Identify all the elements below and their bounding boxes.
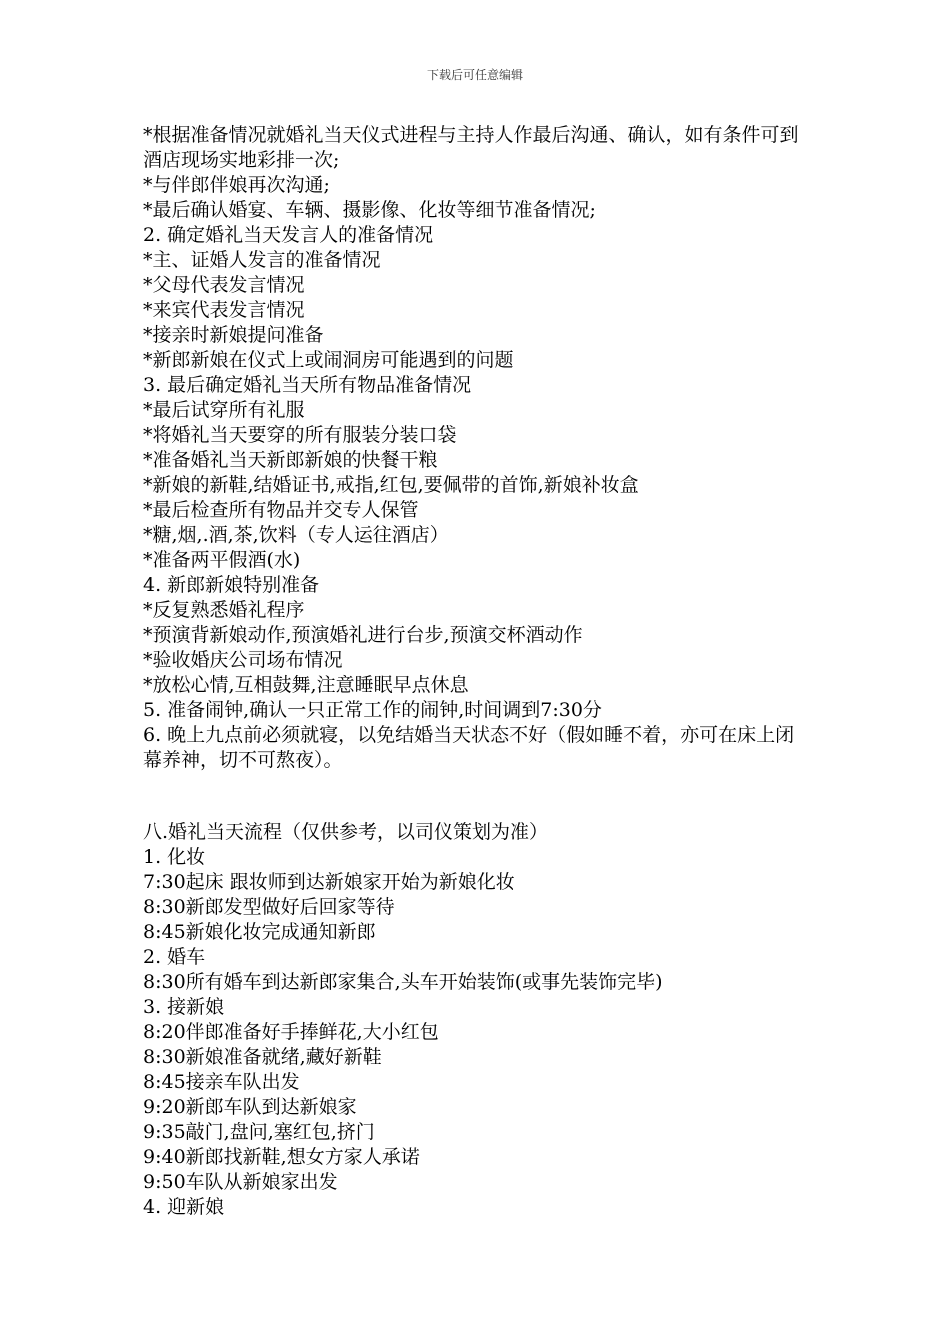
list-item: *最后检查所有物品并交专人保管 [143,499,419,521]
list-item: *验收婚庆公司场布情况 [143,649,343,671]
schedule-item: 8:20伴郎准备好手捧鲜花,大小红包 [143,1021,439,1043]
schedule-item: 9:35敲门,盘问,塞红包,挤门 [143,1121,375,1143]
section-heading: 4. 新郎新娘特别准备 [143,574,320,596]
chapter-title: 八.婚礼当天流程（仅供参考，以司仪策划为准） [143,821,549,843]
wedding-day-schedule [143,820,813,1220]
section-heading: 3. 接新娘 [143,996,225,1018]
list-item: *接亲时新娘提问准备 [143,324,324,346]
schedule-item: 9:40新郎找新鞋,想女方家人承诺 [143,1146,420,1168]
page-header-note: 下载后可任意编辑 [426,68,523,82]
list-item: *根据准备情况就婚礼当天仪式进程与主持人作最后沟通、确认，如有条件可到酒店现场实地彩排一次; [143,124,799,171]
schedule-item: 8:30所有婚车到达新郎家集合,头车开始装饰(或事先装饰完毕) [143,971,663,993]
list-item: *放松心情,互相鼓舞,注意睡眠早点休息 [143,674,469,696]
section-heading: 6. 晚上九点前必须就寝，以免结婚当天状态不好（假如睡不着，亦可在床上闭幕养神，切不可熬夜）。 [143,724,795,771]
schedule-item: 8:30新郎发型做好后回家等待 [143,896,395,918]
section-heading: 2. 婚车 [143,946,206,968]
list-item: *将婚礼当天要穿的所有服装分装口袋 [143,424,457,446]
schedule-item: 8:45新娘化妆完成通知新郎 [143,921,376,943]
list-item: *新郎新娘在仪式上或闹洞房可能遇到的问题 [143,349,514,371]
list-item: *主、证婚人发言的准备情况 [143,249,381,271]
section-heading: 3. 最后确定婚礼当天所有物品准备情况 [143,374,472,396]
list-item: *反复熟悉婚礼程序 [143,599,305,621]
section-heading: 2. 确定婚礼当天发言人的准备情况 [143,224,434,246]
schedule-item: 8:45接亲车队出发 [143,1071,300,1093]
list-item: *最后确认婚宴、车辆、摄影像、化妆等细节准备情况; [143,199,596,221]
list-item: *新娘的新鞋,结婚证书,戒指,红包,要佩带的首饰,新娘补妆盒 [143,474,639,496]
section-heading: 4. 迎新娘 [143,1196,225,1218]
schedule-item: 8:30新娘准备就绪,藏好新鞋 [143,1046,382,1068]
schedule-item: 9:20新郎车队到达新娘家 [143,1096,357,1118]
schedule-item: 9:50车队从新娘家出发 [143,1171,338,1193]
list-item: *准备婚礼当天新郎新娘的快餐干粮 [143,449,438,471]
list-item: *与伴郎伴娘再次沟通; [143,174,330,196]
list-item: *糖,烟,.酒,茶,饮料（专人运往酒店） [143,524,449,546]
list-item: *父母代表发言情况 [143,274,305,296]
schedule-item: 7:30起床 跟妆师到达新娘家开始为新娘化妆 [143,871,515,893]
list-item: *最后试穿所有礼服 [143,399,305,421]
preparation-list [143,123,813,773]
list-item: *预演背新娘动作,预演婚礼进行台步,预演交杯酒动作 [143,624,583,646]
section-heading: 5. 准备闹钟,确认一只正常工作的闹钟,时间调到7:30分 [143,699,602,721]
section-heading: 1. 化妆 [143,846,206,868]
list-item: *准备两平假酒(水) [143,549,301,571]
list-item: *来宾代表发言情况 [143,299,305,321]
